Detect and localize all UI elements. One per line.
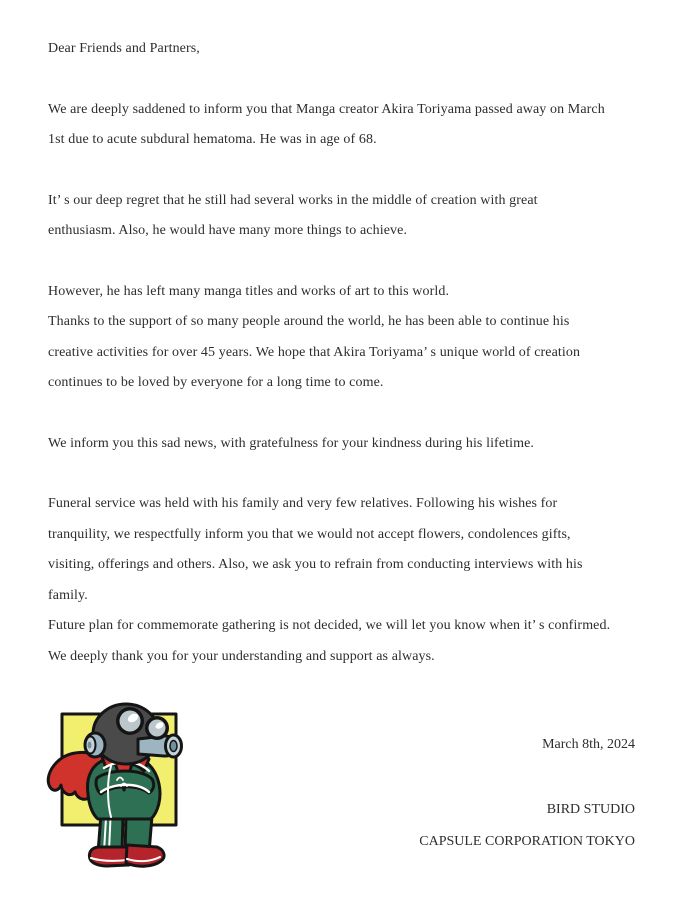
letter-paragraph — [48, 186, 639, 247]
letter-line: continues to be loved by everyone for a long time to come. — [48, 375, 384, 390]
letter-line: We are deeply saddened to inform you that Manga creator Akira Toriyama passed away on March — [48, 101, 605, 117]
letter-line: Future plan for commemorate gathering is not decided, we will let you know when it’ s confirmed. — [48, 618, 611, 633]
company-name: CAPSULE CORPORATION TOKYO — [419, 834, 635, 849]
letter-paragraph — [48, 489, 639, 672]
studio-name: BIRD STUDIO — [546, 802, 635, 817]
bird-studio-mascot-illustration — [45, 692, 195, 877]
letter-paragraph — [48, 277, 639, 399]
letter-line: creative activities for over 45 years. We hope that Akira Toriyama’ s unique world of creation — [48, 344, 581, 360]
letter-line: Funeral service was held with his family and very few relatives. Following his wishes for — [48, 496, 558, 511]
letter-line: enthusiasm. Also, he would have many more things to achieve. — [48, 223, 408, 238]
letter-paragraph — [48, 429, 639, 460]
letter-line: We deeply thank you for your understanding and support as always. — [48, 648, 435, 664]
letter-line: 1st due to acute subdural hematoma. He was in age of 68. — [48, 132, 377, 147]
mascot-left-shoe — [89, 847, 129, 866]
signature-block — [419, 732, 635, 855]
letter-line: family. — [48, 587, 88, 603]
letter-line: Thanks to the support of so many people around the world, he has been able to continue his — [48, 314, 570, 329]
letter-salutation: Dear Friends and Partners, — [48, 41, 200, 56]
letter-date: March 8th, 2024 — [542, 737, 635, 752]
letter-paragraph — [48, 95, 639, 156]
mascot-ear-filter-center — [88, 742, 92, 749]
letter-paragraph — [48, 34, 639, 65]
mascot-right-shoe — [126, 845, 164, 866]
letter-line: visiting, offerings and others. Also, we ask you to refrain from conducting interviews with his — [48, 557, 583, 572]
letter-line: It’ s our deep regret that he still had several works in the middle of creation with great — [48, 192, 538, 208]
mascot-snout-center — [170, 741, 177, 752]
letter-body — [48, 34, 639, 702]
letter-line: We inform you this sad news, with gratefulness for your kindness during his lifetime. — [48, 435, 535, 451]
letter-line: However, he has left many manga titles and works of art to this world. — [48, 283, 450, 299]
letter-line: tranquility, we respectfully inform you that we would not accept flowers, condolences gifts, — [48, 526, 571, 542]
